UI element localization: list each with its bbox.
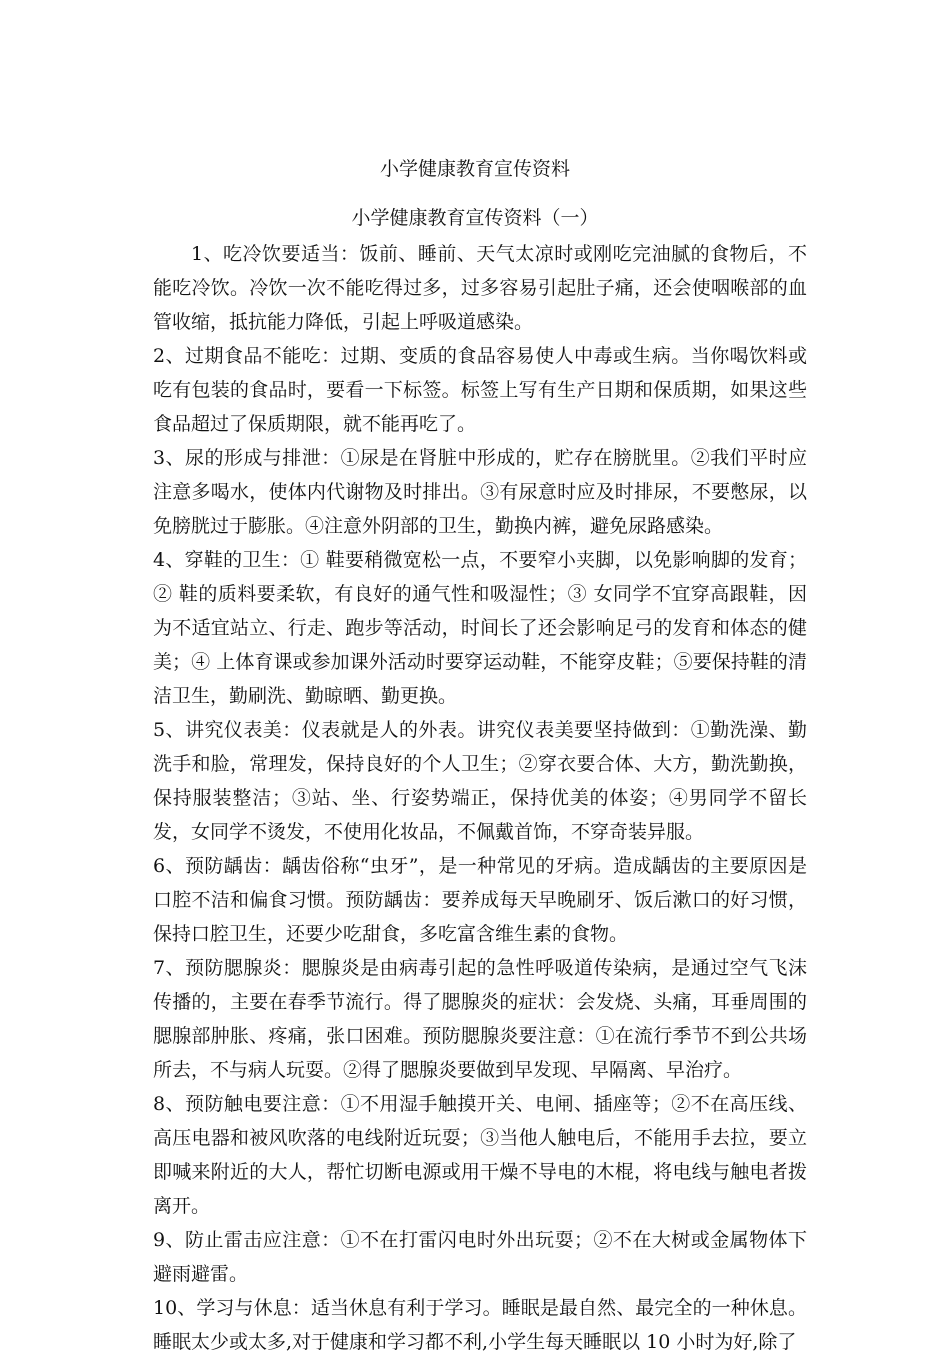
paragraph-8: 8、预防触电要注意：①不用湿手触摸开关、电闸、插座等；②不在高压线、高压电器和被风吹落的电线附近玩耍；③当他人触电后，不能用手去拉，要立即喊来附近的大人，帮忙切断电源或用干燥不导电的木棍，将电线与触电者拨离开。	[153, 1093, 807, 1217]
paragraph-4: 4、穿鞋的卫生：① 鞋要稍微宽松一点，不要窄小夹脚，以免影响脚的发育；② 鞋的质料要柔软，有良好的通气性和吸湿性；③ 女同学不宜穿高跟鞋，因为不适宜站立、行走、跑步等活动，时间长了还会影响足弓的发育和体态的健美；④ 上体育课或参加课外活动时要穿运动鞋，不能穿皮鞋；⑤要保持鞋的清洁卫生，勤刷洗、勤晾晒、勤更换。	[153, 549, 807, 707]
section-title: 小学健康教育宣传资料（一）	[351, 207, 599, 229]
paragraph-2: 2、过期食品不能吃：过期、变质的食品容易使人中毒或生病。当你喝饮料或吃有包装的食品时，要看一下标签。标签上写有生产日期和保质期，如果这些食品超过了保质期限，就不能再吃了。	[153, 345, 807, 435]
paragraph-7: 7、预防腮腺炎：腮腺炎是由病毒引起的急性呼吸道传染病，是通过空气飞沫传播的，主要在春季节流行。得了腮腺炎的症状：会发烧、头痛，耳垂周围的腮腺部肿胀、疼痛，张口困难。预防腮腺炎要注意：①在流行季节不到公共场所去，不与病人玩耍。②得了腮腺炎要做到早发现、早隔离、早治疗。	[153, 957, 807, 1081]
paragraph-3: 3、尿的形成与排泄：①尿是在肾脏中形成的，贮存在膀胱里。②我们平时应注意多喝水，使体内代谢物及时排出。③有尿意时应及时排尿，不要憋尿，以免膀胱过于膨胀。④注意外阴部的卫生，勤换内裤，避免尿路感染。	[153, 447, 807, 537]
document-body	[153, 237, 807, 1359]
document-title: 小学健康教育宣传资料	[379, 158, 570, 180]
paragraph-5: 5、讲究仪表美：仪表就是人的外表。讲究仪表美要坚持做到：①勤洗澡、勤洗手和脸，常理发，保持良好的个人卫生；②穿衣要合体、大方，勤洗勤换，保持服装整洁；③站、坐、行姿势端正，保持优美的体姿；④男同学不留长发，女同学不烫发，不使用化妆品，不佩戴首饰，不穿奇装异服。	[153, 719, 807, 843]
paragraph-6: 6、预防龋齿：龋齿俗称“虫牙”，是一种常见的牙病。造成龋齿的主要原因是口腔不洁和偏食习惯。预防龋齿：要养成每天早晚刷牙、饭后漱口的好习惯，保持口腔卫生，还要少吃甜食，多吃富含维生素的食物。	[153, 855, 807, 945]
paragraph-1: 1、吃冷饮要适当：饭前、睡前、天气太凉时或刚吃完油腻的食物后，不能吃冷饮。冷饮一次不能吃得过多，过多容易引起肚子痛，还会使咽喉部的血管收缩，抵抗能力降低，引起上呼吸道感染。	[153, 243, 807, 333]
paragraph-10: 10、学习与休息：适当休息有利于学习。睡眠是最自然、最完全的一种休息。睡眠太少或太多,对于健康和学习都不利,小学生每天睡眠以 10 小时为好,除了	[153, 1297, 807, 1353]
paragraph-9: 9、防止雷击应注意：①不在打雷闪电时外出玩耍；②不在大树或金属物体下避雨避雷。	[153, 1229, 807, 1285]
